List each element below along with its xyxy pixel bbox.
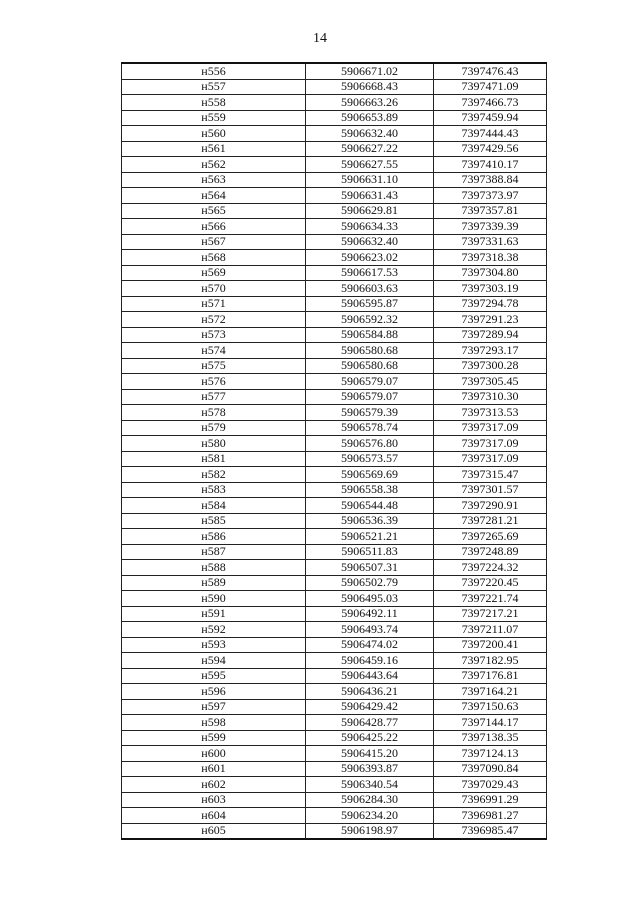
x-coordinate-cell: 5906576.80 [306, 436, 434, 452]
x-coordinate-cell: 5906595.87 [306, 296, 434, 312]
table-row [122, 529, 547, 545]
table-row [122, 668, 547, 684]
table-row [122, 436, 547, 452]
x-coordinate-cell: 5906632.40 [306, 126, 434, 142]
y-coordinate-cell: 7397293.17 [434, 343, 547, 359]
x-coordinate-cell: 5906429.42 [306, 699, 434, 715]
y-coordinate-cell: 7397248.89 [434, 544, 547, 560]
point-id-cell: н594 [122, 653, 306, 669]
point-id-cell: н597 [122, 699, 306, 715]
table-row [122, 637, 547, 653]
y-coordinate-cell: 7397220.45 [434, 575, 547, 591]
point-id-cell: н586 [122, 529, 306, 545]
x-coordinate-cell: 5906393.87 [306, 761, 434, 777]
y-coordinate-cell: 7397357.81 [434, 203, 547, 219]
y-coordinate-cell: 7397300.28 [434, 358, 547, 374]
y-coordinate-cell: 7397164.21 [434, 684, 547, 700]
point-id-cell: н595 [122, 668, 306, 684]
point-id-cell: н605 [122, 823, 306, 839]
y-coordinate-cell: 7397144.17 [434, 715, 547, 731]
y-coordinate-cell: 7397124.13 [434, 746, 547, 762]
point-id-cell: н601 [122, 761, 306, 777]
y-coordinate-cell: 7397304.80 [434, 265, 547, 281]
table-row [122, 110, 547, 126]
x-coordinate-cell: 5906428.77 [306, 715, 434, 731]
point-id-cell: н585 [122, 513, 306, 529]
y-coordinate-cell: 7397265.69 [434, 529, 547, 545]
point-id-cell: н559 [122, 110, 306, 126]
point-id-cell: н566 [122, 219, 306, 235]
point-id-cell: н588 [122, 560, 306, 576]
table-row [122, 234, 547, 250]
coordinates-table-body [122, 63, 547, 839]
table-row [122, 622, 547, 638]
point-id-cell: н590 [122, 591, 306, 607]
x-coordinate-cell: 5906573.57 [306, 451, 434, 467]
table-row [122, 389, 547, 405]
x-coordinate-cell: 5906627.55 [306, 157, 434, 173]
x-coordinate-cell: 5906474.02 [306, 637, 434, 653]
x-coordinate-cell: 5906459.16 [306, 653, 434, 669]
y-coordinate-cell: 7397294.78 [434, 296, 547, 312]
table-row [122, 823, 547, 839]
table-row [122, 327, 547, 343]
x-coordinate-cell: 5906584.88 [306, 327, 434, 343]
y-coordinate-cell: 7397471.09 [434, 79, 547, 95]
y-coordinate-cell: 7397029.43 [434, 777, 547, 793]
x-coordinate-cell: 5906492.11 [306, 606, 434, 622]
y-coordinate-cell: 7397301.57 [434, 482, 547, 498]
point-id-cell: н558 [122, 95, 306, 111]
y-coordinate-cell: 7397331.63 [434, 234, 547, 250]
point-id-cell: н573 [122, 327, 306, 343]
x-coordinate-cell: 5906663.26 [306, 95, 434, 111]
point-id-cell: н602 [122, 777, 306, 793]
x-coordinate-cell: 5906627.22 [306, 141, 434, 157]
table-row [122, 95, 547, 111]
x-coordinate-cell: 5906631.43 [306, 188, 434, 204]
point-id-cell: н568 [122, 250, 306, 266]
table-row [122, 79, 547, 95]
x-coordinate-cell: 5906579.07 [306, 389, 434, 405]
y-coordinate-cell: 7397290.91 [434, 498, 547, 514]
table-row [122, 699, 547, 715]
point-id-cell: н596 [122, 684, 306, 700]
point-id-cell: н578 [122, 405, 306, 421]
y-coordinate-cell: 7397476.43 [434, 63, 547, 79]
point-id-cell: н604 [122, 808, 306, 824]
point-id-cell: н592 [122, 622, 306, 638]
x-coordinate-cell: 5906558.38 [306, 482, 434, 498]
table-row [122, 560, 547, 576]
y-coordinate-cell: 7397289.94 [434, 327, 547, 343]
point-id-cell: н567 [122, 234, 306, 250]
x-coordinate-cell: 5906653.89 [306, 110, 434, 126]
point-id-cell: н575 [122, 358, 306, 374]
x-coordinate-cell: 5906544.48 [306, 498, 434, 514]
x-coordinate-cell: 5906617.53 [306, 265, 434, 281]
table-row [122, 544, 547, 560]
x-coordinate-cell: 5906234.20 [306, 808, 434, 824]
table-row [122, 405, 547, 421]
x-coordinate-cell: 5906569.69 [306, 467, 434, 483]
table-row [122, 792, 547, 808]
y-coordinate-cell: 7397217.21 [434, 606, 547, 622]
table-row [122, 761, 547, 777]
y-coordinate-cell: 7397138.35 [434, 730, 547, 746]
x-coordinate-cell: 5906629.81 [306, 203, 434, 219]
table-row [122, 420, 547, 436]
x-coordinate-cell: 5906507.31 [306, 560, 434, 576]
x-coordinate-cell: 5906493.74 [306, 622, 434, 638]
table-row [122, 606, 547, 622]
table-row [122, 141, 547, 157]
point-id-cell: н560 [122, 126, 306, 142]
table-row [122, 157, 547, 173]
x-coordinate-cell: 5906415.20 [306, 746, 434, 762]
table-row [122, 808, 547, 824]
x-coordinate-cell: 5906623.02 [306, 250, 434, 266]
point-id-cell: н598 [122, 715, 306, 731]
coordinates-table [121, 62, 547, 840]
table-row [122, 513, 547, 529]
table-row [122, 281, 547, 297]
table-row [122, 172, 547, 188]
point-id-cell: н576 [122, 374, 306, 390]
y-coordinate-cell: 7397200.41 [434, 637, 547, 653]
table-row [122, 63, 547, 79]
table-row [122, 374, 547, 390]
table-row [122, 746, 547, 762]
point-id-cell: н565 [122, 203, 306, 219]
point-id-cell: н580 [122, 436, 306, 452]
point-id-cell: н583 [122, 482, 306, 498]
table-row [122, 715, 547, 731]
y-coordinate-cell: 7397317.09 [434, 451, 547, 467]
y-coordinate-cell: 7397466.73 [434, 95, 547, 111]
x-coordinate-cell: 5906425.22 [306, 730, 434, 746]
point-id-cell: н593 [122, 637, 306, 653]
y-coordinate-cell: 7397090.84 [434, 761, 547, 777]
y-coordinate-cell: 7397339.39 [434, 219, 547, 235]
y-coordinate-cell: 7396985.47 [434, 823, 547, 839]
y-coordinate-cell: 7397224.32 [434, 560, 547, 576]
y-coordinate-cell: 7397303.19 [434, 281, 547, 297]
point-id-cell: н599 [122, 730, 306, 746]
point-id-cell: н581 [122, 451, 306, 467]
y-coordinate-cell: 7397318.38 [434, 250, 547, 266]
x-coordinate-cell: 5906579.39 [306, 405, 434, 421]
table-row [122, 126, 547, 142]
y-coordinate-cell: 7397211.07 [434, 622, 547, 638]
point-id-cell: н591 [122, 606, 306, 622]
table-row [122, 498, 547, 514]
point-id-cell: н557 [122, 79, 306, 95]
table-row [122, 296, 547, 312]
x-coordinate-cell: 5906592.32 [306, 312, 434, 328]
x-coordinate-cell: 5906536.39 [306, 513, 434, 529]
y-coordinate-cell: 7397182.95 [434, 653, 547, 669]
y-coordinate-cell: 7397388.84 [434, 172, 547, 188]
table-row [122, 591, 547, 607]
y-coordinate-cell: 7397310.30 [434, 389, 547, 405]
x-coordinate-cell: 5906580.68 [306, 358, 434, 374]
point-id-cell: н556 [122, 63, 306, 79]
point-id-cell: н562 [122, 157, 306, 173]
y-coordinate-cell: 7397313.53 [434, 405, 547, 421]
y-coordinate-cell: 7397459.94 [434, 110, 547, 126]
y-coordinate-cell: 7397317.09 [434, 420, 547, 436]
table-row [122, 575, 547, 591]
point-id-cell: н561 [122, 141, 306, 157]
y-coordinate-cell: 7397444.43 [434, 126, 547, 142]
x-coordinate-cell: 5906340.54 [306, 777, 434, 793]
x-coordinate-cell: 5906579.07 [306, 374, 434, 390]
x-coordinate-cell: 5906502.79 [306, 575, 434, 591]
table-row [122, 343, 547, 359]
point-id-cell: н572 [122, 312, 306, 328]
point-id-cell: н587 [122, 544, 306, 560]
x-coordinate-cell: 5906634.33 [306, 219, 434, 235]
table-row [122, 777, 547, 793]
point-id-cell: н571 [122, 296, 306, 312]
x-coordinate-cell: 5906521.21 [306, 529, 434, 545]
point-id-cell: н564 [122, 188, 306, 204]
y-coordinate-cell: 7397150.63 [434, 699, 547, 715]
table-row [122, 482, 547, 498]
x-coordinate-cell: 5906284.30 [306, 792, 434, 808]
y-coordinate-cell: 7397410.17 [434, 157, 547, 173]
y-coordinate-cell: 7397373.97 [434, 188, 547, 204]
table-row [122, 312, 547, 328]
x-coordinate-cell: 5906443.64 [306, 668, 434, 684]
y-coordinate-cell: 7397315.47 [434, 467, 547, 483]
x-coordinate-cell: 5906495.03 [306, 591, 434, 607]
y-coordinate-cell: 7397221.74 [434, 591, 547, 607]
y-coordinate-cell: 7396981.27 [434, 808, 547, 824]
table-row [122, 358, 547, 374]
y-coordinate-cell: 7397429.56 [434, 141, 547, 157]
point-id-cell: н563 [122, 172, 306, 188]
point-id-cell: н589 [122, 575, 306, 591]
point-id-cell: н603 [122, 792, 306, 808]
y-coordinate-cell: 7397176.81 [434, 668, 547, 684]
table-row [122, 467, 547, 483]
y-coordinate-cell: 7397305.45 [434, 374, 547, 390]
x-coordinate-cell: 5906511.83 [306, 544, 434, 560]
x-coordinate-cell: 5906436.21 [306, 684, 434, 700]
x-coordinate-cell: 5906198.97 [306, 823, 434, 839]
point-id-cell: н579 [122, 420, 306, 436]
y-coordinate-cell: 7397317.09 [434, 436, 547, 452]
point-id-cell: н600 [122, 746, 306, 762]
point-id-cell: н570 [122, 281, 306, 297]
table-row [122, 219, 547, 235]
table-row [122, 188, 547, 204]
table-row [122, 684, 547, 700]
point-id-cell: н584 [122, 498, 306, 514]
table-row [122, 730, 547, 746]
point-id-cell: н577 [122, 389, 306, 405]
table-row [122, 451, 547, 467]
point-id-cell: н574 [122, 343, 306, 359]
y-coordinate-cell: 7397281.21 [434, 513, 547, 529]
x-coordinate-cell: 5906580.68 [306, 343, 434, 359]
table-row [122, 250, 547, 266]
table-row [122, 203, 547, 219]
x-coordinate-cell: 5906671.02 [306, 63, 434, 79]
table-row [122, 653, 547, 669]
table-row [122, 265, 547, 281]
point-id-cell: н582 [122, 467, 306, 483]
y-coordinate-cell: 7397291.23 [434, 312, 547, 328]
x-coordinate-cell: 5906632.40 [306, 234, 434, 250]
x-coordinate-cell: 5906578.74 [306, 420, 434, 436]
page-number: 14 [313, 31, 327, 46]
x-coordinate-cell: 5906603.63 [306, 281, 434, 297]
x-coordinate-cell: 5906668.43 [306, 79, 434, 95]
y-coordinate-cell: 7396991.29 [434, 792, 547, 808]
point-id-cell: н569 [122, 265, 306, 281]
x-coordinate-cell: 5906631.10 [306, 172, 434, 188]
